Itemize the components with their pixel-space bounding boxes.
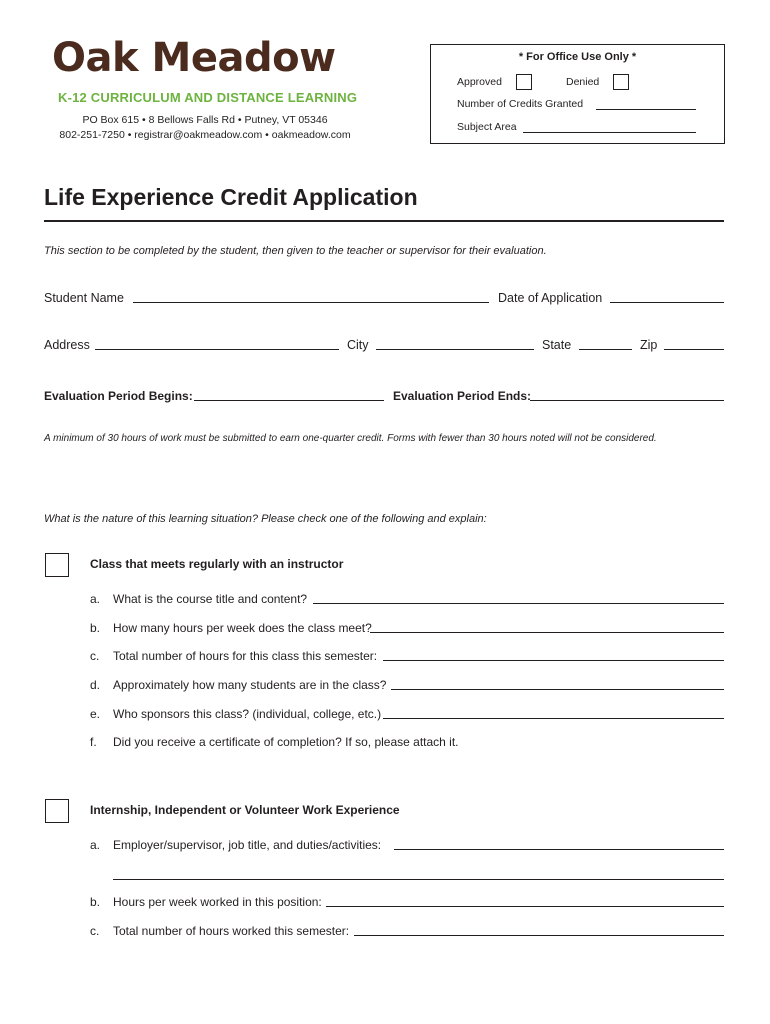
state-label: State (542, 338, 572, 352)
city-label: City (347, 338, 369, 352)
date-of-application-field[interactable] (610, 302, 724, 303)
student-name-field[interactable] (133, 302, 489, 303)
denied-checkbox[interactable] (613, 74, 629, 90)
s1-letter-e: e. (90, 707, 101, 721)
subject-area-field[interactable] (523, 132, 696, 133)
s1-answer-a[interactable] (313, 603, 724, 604)
contact-info: 802-251-7250 • registrar@oakmeadow.com • oakmeadow.com (59, 129, 351, 141)
eval-begins-field[interactable] (194, 400, 384, 401)
state-field[interactable] (579, 349, 632, 350)
office-use-title: * For Office Use Only * (518, 51, 637, 63)
s2-question-c: Total number of hours worked this semester: (113, 924, 350, 938)
credits-granted-field[interactable] (596, 109, 696, 110)
s2-letter-c: c. (90, 924, 100, 938)
s1-question-c: Total number of hours for this class this semester: (113, 649, 378, 663)
eval-begins-label: Evaluation Period Begins: (44, 389, 193, 403)
tagline: K-12 CURRICULUM AND DISTANCE LEARNING (58, 90, 358, 105)
instruction-text: This section to be completed by the student, then given to the teacher or supervisor for their evaluation. (44, 245, 547, 257)
nature-question: What is the nature of this learning situation? Please check one of the following and explain: (44, 513, 487, 525)
approved-label: Approved (457, 76, 502, 88)
s2-question-b: Hours per week worked in this position: (113, 895, 322, 909)
s2-letter-b: b. (90, 895, 101, 909)
class-option-checkbox[interactable] (45, 553, 69, 577)
s1-question-d: Approximately how many students are in the class? (113, 678, 387, 692)
eval-ends-label: Evaluation Period Ends: (393, 389, 532, 403)
s2-question-a: Employer/supervisor, job title, and duties/activities: (113, 838, 382, 852)
s1-letter-a: a. (90, 592, 101, 606)
approved-checkbox[interactable] (516, 74, 532, 90)
s1-question-a: What is the course title and content? (113, 592, 308, 606)
s2-answer-a-continued[interactable] (113, 879, 724, 880)
s1-letter-c: c. (90, 649, 100, 663)
s1-answer-b[interactable] (370, 632, 724, 633)
credits-granted-label: Number of Credits Granted (457, 98, 584, 110)
s1-letter-d: d. (90, 678, 101, 692)
s1-letter-f: f. (90, 735, 97, 749)
s2-answer-a[interactable] (394, 849, 724, 850)
office-use-box (430, 44, 725, 144)
date-of-application-label: Date of Application (498, 291, 603, 305)
denied-label: Denied (566, 76, 600, 88)
internship-option-checkbox[interactable] (45, 799, 69, 823)
s1-question-f: Did you receive a certificate of completion? If so, please attach it. (113, 735, 459, 749)
s1-answer-e[interactable] (383, 718, 724, 719)
s1-answer-d[interactable] (391, 689, 724, 690)
title-divider (44, 220, 724, 222)
s2-answer-b[interactable] (326, 906, 724, 907)
mailing-address: PO Box 615 • 8 Bellows Falls Rd • Putney, VT 05346 (82, 114, 328, 126)
minimum-hours-note: A minimum of 30 hours of work must be submitted to earn one-quarter credit. Forms with fewer than 30 hours noted will not be considered. (44, 433, 657, 444)
s2-answer-c[interactable] (354, 935, 724, 936)
zip-field[interactable] (664, 349, 724, 350)
eval-ends-field[interactable] (530, 400, 724, 401)
s1-question-e: Who sponsors this class? (individual, college, etc.) (113, 707, 382, 721)
section1-heading: Class that meets regularly with an instructor (90, 557, 344, 571)
s1-question-b: How many hours per week does the class meet? (113, 621, 372, 635)
address-label: Address (44, 338, 90, 352)
address-field[interactable] (95, 349, 339, 350)
section2-heading: Internship, Independent or Volunteer Work Experience (90, 803, 400, 817)
s1-letter-b: b. (90, 621, 101, 635)
city-field[interactable] (376, 349, 534, 350)
page-title: Life Experience Credit Application (44, 184, 418, 210)
s2-letter-a: a. (90, 838, 101, 852)
zip-label: Zip (640, 338, 658, 352)
student-name-label: Student Name (44, 291, 124, 305)
s1-answer-c[interactable] (383, 660, 724, 661)
oak-meadow-logo: Oak Meadow (52, 35, 336, 81)
subject-area-label: Subject Area (457, 121, 517, 133)
